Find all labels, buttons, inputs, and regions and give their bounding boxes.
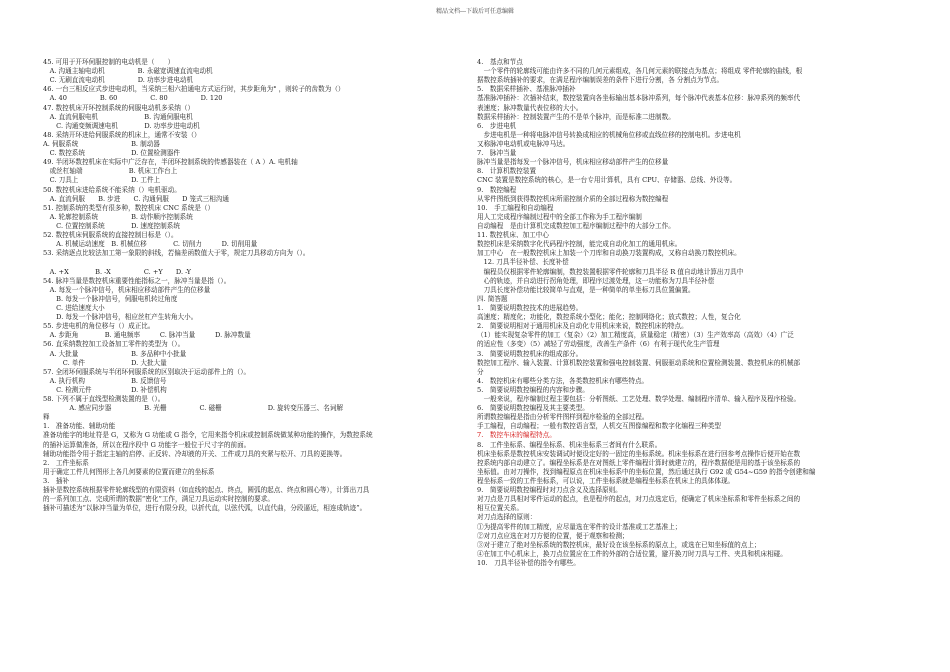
text-line: 刀具长度补偿功能比较简单与直观，是一种简单的单坐标刀具位置偏置。 (477, 285, 695, 294)
text-line: A. 伺服系统 B. 制动器 (43, 139, 160, 148)
text-line: ④在加工中心机床上，换刀点位置应在工件的外部的合适位置，避开换刀时刀具与工件、夹具和机床相碰。 (477, 549, 787, 558)
text-line: 基准脉冲插补：次插补结束，数控装置向各坐标输出基本脉冲系列，每个脉冲代表基本位移：脉冲系列的频率代 (477, 94, 801, 103)
text-line: 1. 简要说明数控技术的进展趋势。 (477, 303, 583, 312)
text-line: 57. 全闭环伺服系统与半闭环伺服系统的区别取决于运动部件上的（）。 (43, 367, 251, 376)
text-line: C. 数控系统 D. 位置检测器件 (43, 149, 180, 158)
text-line: 手工编程，自动编程；一般有数控语言型，人机交互图像编程和数字化编程三种类型 (477, 422, 721, 431)
text-line: 7. 脉冲当量 (477, 149, 517, 158)
text-line: D. 每发一个脉冲信号，相应丝杠产生转角大小。 (43, 313, 198, 322)
page-header: 精品文档---下载后可任意编辑 (435, 8, 515, 15)
text-line: 5. 数据采样插补、基准脉冲插补 (477, 85, 576, 94)
text-line: C. 无刷直流电动机 D. 功率步进电动机 (43, 76, 194, 85)
text-line: 四. 简答题 (477, 294, 508, 303)
text-line: 数控机床是采纳数字化代码程序控制，能完成自动化加工的通用机床。 (477, 240, 682, 249)
text-line: C. 位置控制系统 D. 速度控制系统 (43, 221, 180, 230)
text-line: 数据采样插补：控制装置产生的不是单个脉冲，而是标准二进制数。 (477, 112, 675, 121)
text-line: 3. 插补 (43, 477, 70, 486)
text-line: 2. 工件坐标系 (43, 458, 89, 467)
text-line: 45. 可用于开环伺服控制的电动机是（ ） (43, 58, 175, 66)
right-column (477, 58, 919, 568)
text-line: 51. 控制系统的类型有很多种，数控机床 CNC 系统是（） (43, 203, 215, 212)
left-column (43, 58, 468, 513)
text-line: 高速度；精度化；功能化，数控系统小型化；能化；控制网络化；放式数控；人性，复合化 (477, 313, 741, 322)
text-line: 机床坐标系是数控机床安装调试时便设定好的一固定的坐标系统。机床坐标系在进行回参考点操作后便开始在数 (477, 449, 801, 458)
text-line: A. 直流伺服电机 B. 沟通伺服电机 (43, 112, 193, 121)
text-line: 10. 手工编程和自动编程 (477, 203, 554, 212)
text-line: 10. 刀具半径补偿的指令有哪些。 (477, 559, 580, 568)
text-line: （1）能实现复杂零件的加工（复杂）（2）加工精度高，质量稳定（精密）（3）生产效率高（高效）（4）广泛 (477, 331, 794, 340)
text-line: 5. 简要说明数控编程的内容和步骤。 (477, 385, 589, 394)
text-line: 11. 数控机床、加工中心 (477, 231, 549, 240)
text-line: 58. 下列不属于直线型检测装置的是（）。 (43, 395, 165, 404)
text-line: 分 (477, 367, 484, 376)
text-line: 48. 采纳开环进给伺服系统的机床上，通常不安装（） (43, 130, 201, 139)
text-line: A. 执行机构 B. 反馈信号 (43, 376, 167, 385)
text-line: 47. 数控机床开环控制系统的伺服电动机多采纳（） (43, 103, 195, 112)
text-line: 释 (43, 413, 50, 422)
text-line: 编程员仅根据零件轮廓编制，数控装置根据零件轮廓和刀具半径 R 值自动地计算出刀具中 (477, 267, 744, 276)
text-line: A. 轮廓控制系统 B. 动作顺序控制系统 (43, 212, 193, 221)
text-line: 表速度；脉冲数量代表位移的大小。 (477, 103, 583, 112)
text-line: 6. 步进电机 (477, 121, 517, 130)
text-line: 55. 步进电机的角位移与（）成正比。 (43, 322, 155, 331)
text-line (43, 258, 468, 267)
text-line: 准备功能字的地址符是 G，又称为 G 功能或 G 指令，它用来指令机床或控制系统做某种功能的操作，为数控系统 (43, 431, 373, 440)
text-line: A. 机械运动速度 B. 机械位移 C. 切削力 D. 切削用量 (43, 240, 258, 249)
text-line: 一个零件的轮廓线可能由许多不同的几何元素组成，各几何元素的联接点为基点；将组成 零件轮廓的曲线，根 (477, 67, 803, 76)
text-line: 据数控系统插补的要求，在满足程序编制误差的条件下进行分割，各 分割点为节点。 (477, 76, 724, 85)
text-line: C. 刀具上 D. 工件上 (43, 176, 161, 185)
text-line: ③对于建立了绝对坐标系统的数控机床，最好设在该坐标系的原点上，或选在已知坐标值的点上； (477, 540, 761, 549)
text-line: 对刀点选择的原则： (477, 513, 537, 522)
text-line: 12. 刀具半径补偿、长度补偿 (477, 258, 569, 267)
text-line: 对刀点是刀具相对零件运动的起点，也是程序的起点，对刀点选定后，便确定了机床坐标系和零件坐标系之间的 (477, 495, 801, 504)
text-line: C. 进给速度大小 (43, 303, 105, 312)
text-line: C. 检测元件 D. 补偿机构 (43, 385, 167, 394)
text-line: B. 每发一个脉冲信号，伺服电机转过角度 (43, 294, 178, 303)
text-line: C. 单件 D. 大批大量 (43, 358, 167, 367)
text-line: 9. 简要说明数控编程时对刀点含义及选择原则。 (477, 486, 622, 495)
text-line: 心的轨迹，并自动进行拐角处理，即程序过渡处理，这一功能称为刀具半径补偿 (477, 276, 715, 285)
text-line: 6. 简要说明数控编程及其主要类型。 (477, 404, 589, 413)
text-line: 从零件图纸到获得数控机床所需控制介质的全部过程称为数控编程 (477, 194, 669, 203)
text-line: 或丝杠轴端 B. 机床工作台上 (43, 167, 178, 176)
text-line: 插补是数控系统根据零件轮廓线型的有限资料（如直线的起点、终点，圆弧的起点、终点和圆心等），计算出刀具 (43, 486, 370, 495)
text-line: 53. 采纳逐点比较法加工第一象限的斜线，若偏差函数值大于零，规定刀具移动方向为（）。 (43, 249, 310, 258)
text-line: C. 沟通变频调速电机 D. 功率步进电动机 (43, 121, 200, 130)
text-line: 3. 简要说明数控机床的组成部分。 (477, 349, 583, 358)
text-line: 8. 计算机数控装置 (477, 167, 537, 176)
text-line: 用于确定工件几何图形上各几何要素的位置而建立的坐标系 (43, 467, 215, 476)
text-line: 49. 半闭环数控机床在实际中广泛存在，半闭环控制系统的传感器装在（ A ）A. 电机轴 (43, 158, 298, 167)
text-line: A. 沟通主轴电动机 B. 永磁宽调速直流电动机 (43, 67, 213, 76)
text-line: A. 直流伺服 B. 步进 C. 沟通伺服 D 笼式三相沟通 (43, 194, 230, 203)
text-line: 4. 数控机床有哪些分类方法，各类数控机床有哪些特点。 (477, 376, 649, 385)
text-line: ①为提高零件的加工精度，应尽量选在零件的设计基准或工艺基准上； (477, 522, 682, 531)
text-line: A. 大批量 B. 多品种中小批量 (43, 349, 187, 358)
text-line: 46. 一台三相反应式步进电动机，当采纳三相六拍通电方式运行时，其步距角为° ，则转子的齿数为（） (43, 85, 345, 94)
text-line: 2. 简要说明相对于通用机床及自动化专用机床来说，数控机床的特点。 (477, 322, 688, 331)
text-line: 50. 数控机床进给系统不能采纳（）电机驱动。 (43, 185, 181, 194)
text-line: 4. 基点和节点 (477, 58, 523, 66)
text-line: A. 感应同步器 B. 光栅 C. 磁栅 D. 旋转变压器三、名词解 (43, 404, 343, 413)
text-line: 54. 脉冲当量是数控机床重要性能指标之一，脉冲当量是指（）。 (43, 276, 231, 285)
text-line: 的适应性（多变）（5）减轻了劳动强度，改善生产条件（6）有利于现代化生产管理 (477, 340, 720, 349)
text-line: 52. 数控机床伺服系统的直接控制目标是（）。 (43, 231, 178, 240)
text-line: 的一系列加工点、完成所谓的数据“密化”工作，满足刀具运动实时控制的要求。 (43, 495, 274, 504)
text-line: 一般来说，程序编制过程主要包括：分析图纸、工艺处理、数学处理、编制程序清单、输入程序及程序检验。 (477, 395, 801, 404)
text-line: 控系统内部自动建立了。编程坐标系是在对图纸上零件编程计算时就建立的，程序数据便是用的基于该坐标系的 (477, 458, 801, 467)
text-line: 程坐标系一致的工件坐标系，可以说，工件坐标系就是编程坐标系在机床上的具体体现。 (477, 477, 735, 486)
text-line: 所谓数控编程是指由分析零件图样到程序检验的全部过程。 (477, 413, 649, 422)
text-line: 用人工完成程序编制过程中的全部工作称为手工程序编制 (477, 212, 642, 221)
text-line: 自动编程 是由计算机完成数控加工程序编制过程中的大部分工作。 (477, 221, 675, 230)
text-line: 辅助功能指令用于指定主轴的启停、正反转、冷却液的开关、工件或刀具的夹紧与松开、刀具的更换等。 (43, 449, 347, 458)
text-line: CNC 装置是数控系统的核心，是一台专用计算机，具有 CPU、存储器、总线、外设等。 (477, 176, 737, 185)
text-line: 56. 直采纳数控加工设备加工零件的类型为（）。 (43, 340, 185, 349)
text-line: 数控加工程序、输入装置、计算机数控装置和强电控制装置、伺服驱动系统和位置检测装置、数控机床的机械部 (477, 358, 801, 367)
text-line: 1. 准备功能、辅助功能 (43, 422, 116, 431)
text-line: 脉冲当量是指每发一个脉冲信号，机床相应移动部件产生的位移量 (477, 158, 669, 167)
text-line: A. 40 B. 60 C. 80 D. 120 (43, 94, 223, 103)
text-line: 步进电机是一种将电脉冲信号转换成相应的机械角位移或直线位移的控制电机。步进电机 (477, 130, 741, 139)
text-line: 9. 数控编程 (477, 185, 517, 194)
text-line: A. 每发一个脉冲信号，机床相应移动部件产生的位移量 (43, 285, 211, 294)
text-line: 又称脉冲电动机或电脉冲马达。 (477, 139, 570, 148)
text-line: 坐标值。由对刀操作，找到编程原点在机床坐标系中的坐标位置，然后通过执行 G92 或 G54~G59 的指令创建和编 (477, 467, 816, 476)
text-line: 7. 数控车床的编程特点。 (477, 431, 556, 440)
text-line: 加工中心 在一般数控机床上加装一个刀库和自动换刀装置构成，又称自动换刀数控机床。 (477, 249, 741, 258)
text-line: 相互位置关系。 (477, 504, 524, 513)
text-line: 插补可描述为“以脉冲当量为单位，进行有限分段，以折代直，以弦代弧，以直代曲，分段逼近，相连成轨迹”。 (43, 504, 367, 513)
text-line: A. +X B. -X C. +Y D. -Y (43, 267, 192, 276)
text-line: 8. 工件坐标系、编程坐标系、机床坐标系三者间有什么联系。 (477, 440, 662, 449)
text-line: ②对刀点应选在对刀方便的位置，便于观察和检测； (477, 531, 629, 540)
text-line: 的插补运算做准备，所以在程序段中 G 功能字一般位于尺寸字的前面。 (43, 440, 251, 449)
text-line: A. 步距角 B. 通电频率 C. 脉冲当量 D. 脉冲数量 (43, 331, 251, 340)
